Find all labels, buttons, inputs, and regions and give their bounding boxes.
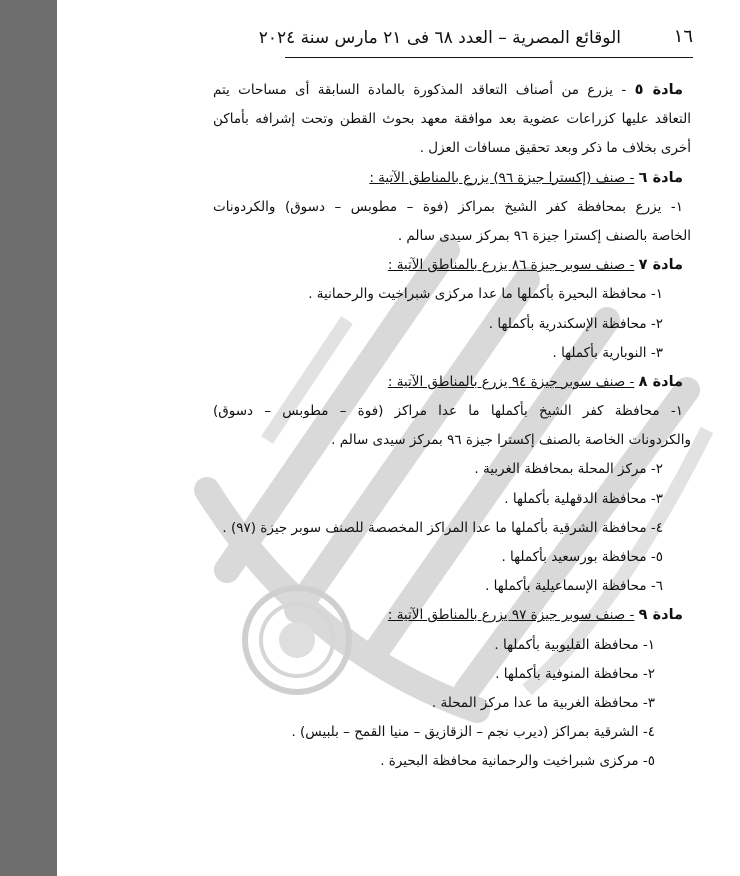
article-6-heading: مادة ٦ - صنف (إكسترا جيزة ٩٦) يزرع بالمناطق الآتية :: [369, 169, 683, 186]
article-9-heading: مادة ٩ - صنف سوبر جيزة ٩٧ يزرع بالمناطق الآتية :: [387, 607, 683, 624]
list-item: ٢- مركز المحلة بمحافظة الغربية .: [474, 461, 663, 478]
list-item: ٢- محافظة المنوفية بأكملها .: [495, 665, 655, 682]
article-6-label: مادة ٦: [638, 169, 683, 186]
list-item: ٦- محافظة الإسماعيلية بأكملها .: [485, 578, 663, 595]
article-5-line-1: مادة ٥ - يزرع من أصناف التعاقد المذكورة بالمادة السابقة أى مساحات يتم: [213, 82, 683, 98]
article-8-label: مادة ٨: [638, 373, 683, 390]
page-number: ١٦: [673, 26, 693, 47]
list-item: ٣- محافظة الدقهلية بأكملها .: [504, 490, 663, 507]
list-item: ٥- محافظة بورسعيد بأكملها .: [501, 549, 663, 565]
article-8-item-1b: والكردونات الخاصة بالصنف إكسترا جيزة ٩٦ بمركز سيدى سالم .: [331, 432, 691, 449]
article-7-label: مادة ٧: [638, 257, 683, 274]
article-5-label: مادة ٥: [634, 82, 683, 98]
list-item: ١- محافظة القليوبية بأكملها .: [494, 636, 655, 653]
article-5-line-3: أخرى بخلاف ما ذكر وبعد تحقيق مسافات العزل .: [419, 140, 691, 157]
gazette-title: الوقائع المصرية – العدد ٦٨ فى ٢١ مارس سنة ٢٠٢٤: [258, 28, 621, 48]
document-body: [213, 76, 691, 777]
document-page: [57, 0, 740, 876]
article-9-label: مادة ٩: [638, 607, 683, 624]
list-item: ٤- الشرقية بمراكز (ديرب نجم – الزقازيق – منيا القمح – بلبيس) .: [291, 724, 655, 741]
article-7-heading: مادة ٧ - صنف سوبر جيزة ٨٦ يزرع بالمناطق الآتية :: [387, 257, 683, 274]
list-item: ٢- محافظة الإسكندرية بأكملها .: [488, 315, 663, 332]
article-8-item-1a: ١- محافظة كفر الشيخ بأكملها ما عدا مراكز (فوة – مطوبس – دسوق): [213, 403, 683, 420]
list-item: ٣- النوبارية بأكملها .: [552, 344, 663, 361]
article-8-heading: مادة ٨ - صنف سوبر جيزة ٩٤ يزرع بالمناطق الآتية :: [387, 373, 683, 390]
article-5-line-2: التعاقد عليها كزراعات عضوية بعد موافقة معهد بحوث القطن وتحت إشرافه بأماكن: [213, 111, 691, 128]
list-item: ٤- محافظة الشرقية بأكملها ما عدا المراكز المخصصة للصنف سوبر جيزة (٩٧) .: [222, 519, 663, 536]
article-6-item-1a: ١- يزرع بمحافظة كفر الشيخ بمراكز (فوة – مطوبس – دسوق) والكردونات: [213, 198, 683, 215]
page-header: [258, 26, 693, 56]
article-6-item-1b: الخاصة بالصنف إكسترا جيزة ٩٦ بمركز سيدى سالم .: [397, 227, 691, 244]
list-item: ٥- مركزى شبراخيت والرحمانية محافظة البحيرة .: [380, 753, 655, 770]
header-rule: [285, 57, 693, 58]
list-item: ٣- محافظة الغربية ما عدا مركز المحلة .: [431, 694, 655, 711]
list-item: ١- محافظة البحيرة بأكملها ما عدا مركزى شبراخيت والرحمانية .: [308, 286, 663, 303]
